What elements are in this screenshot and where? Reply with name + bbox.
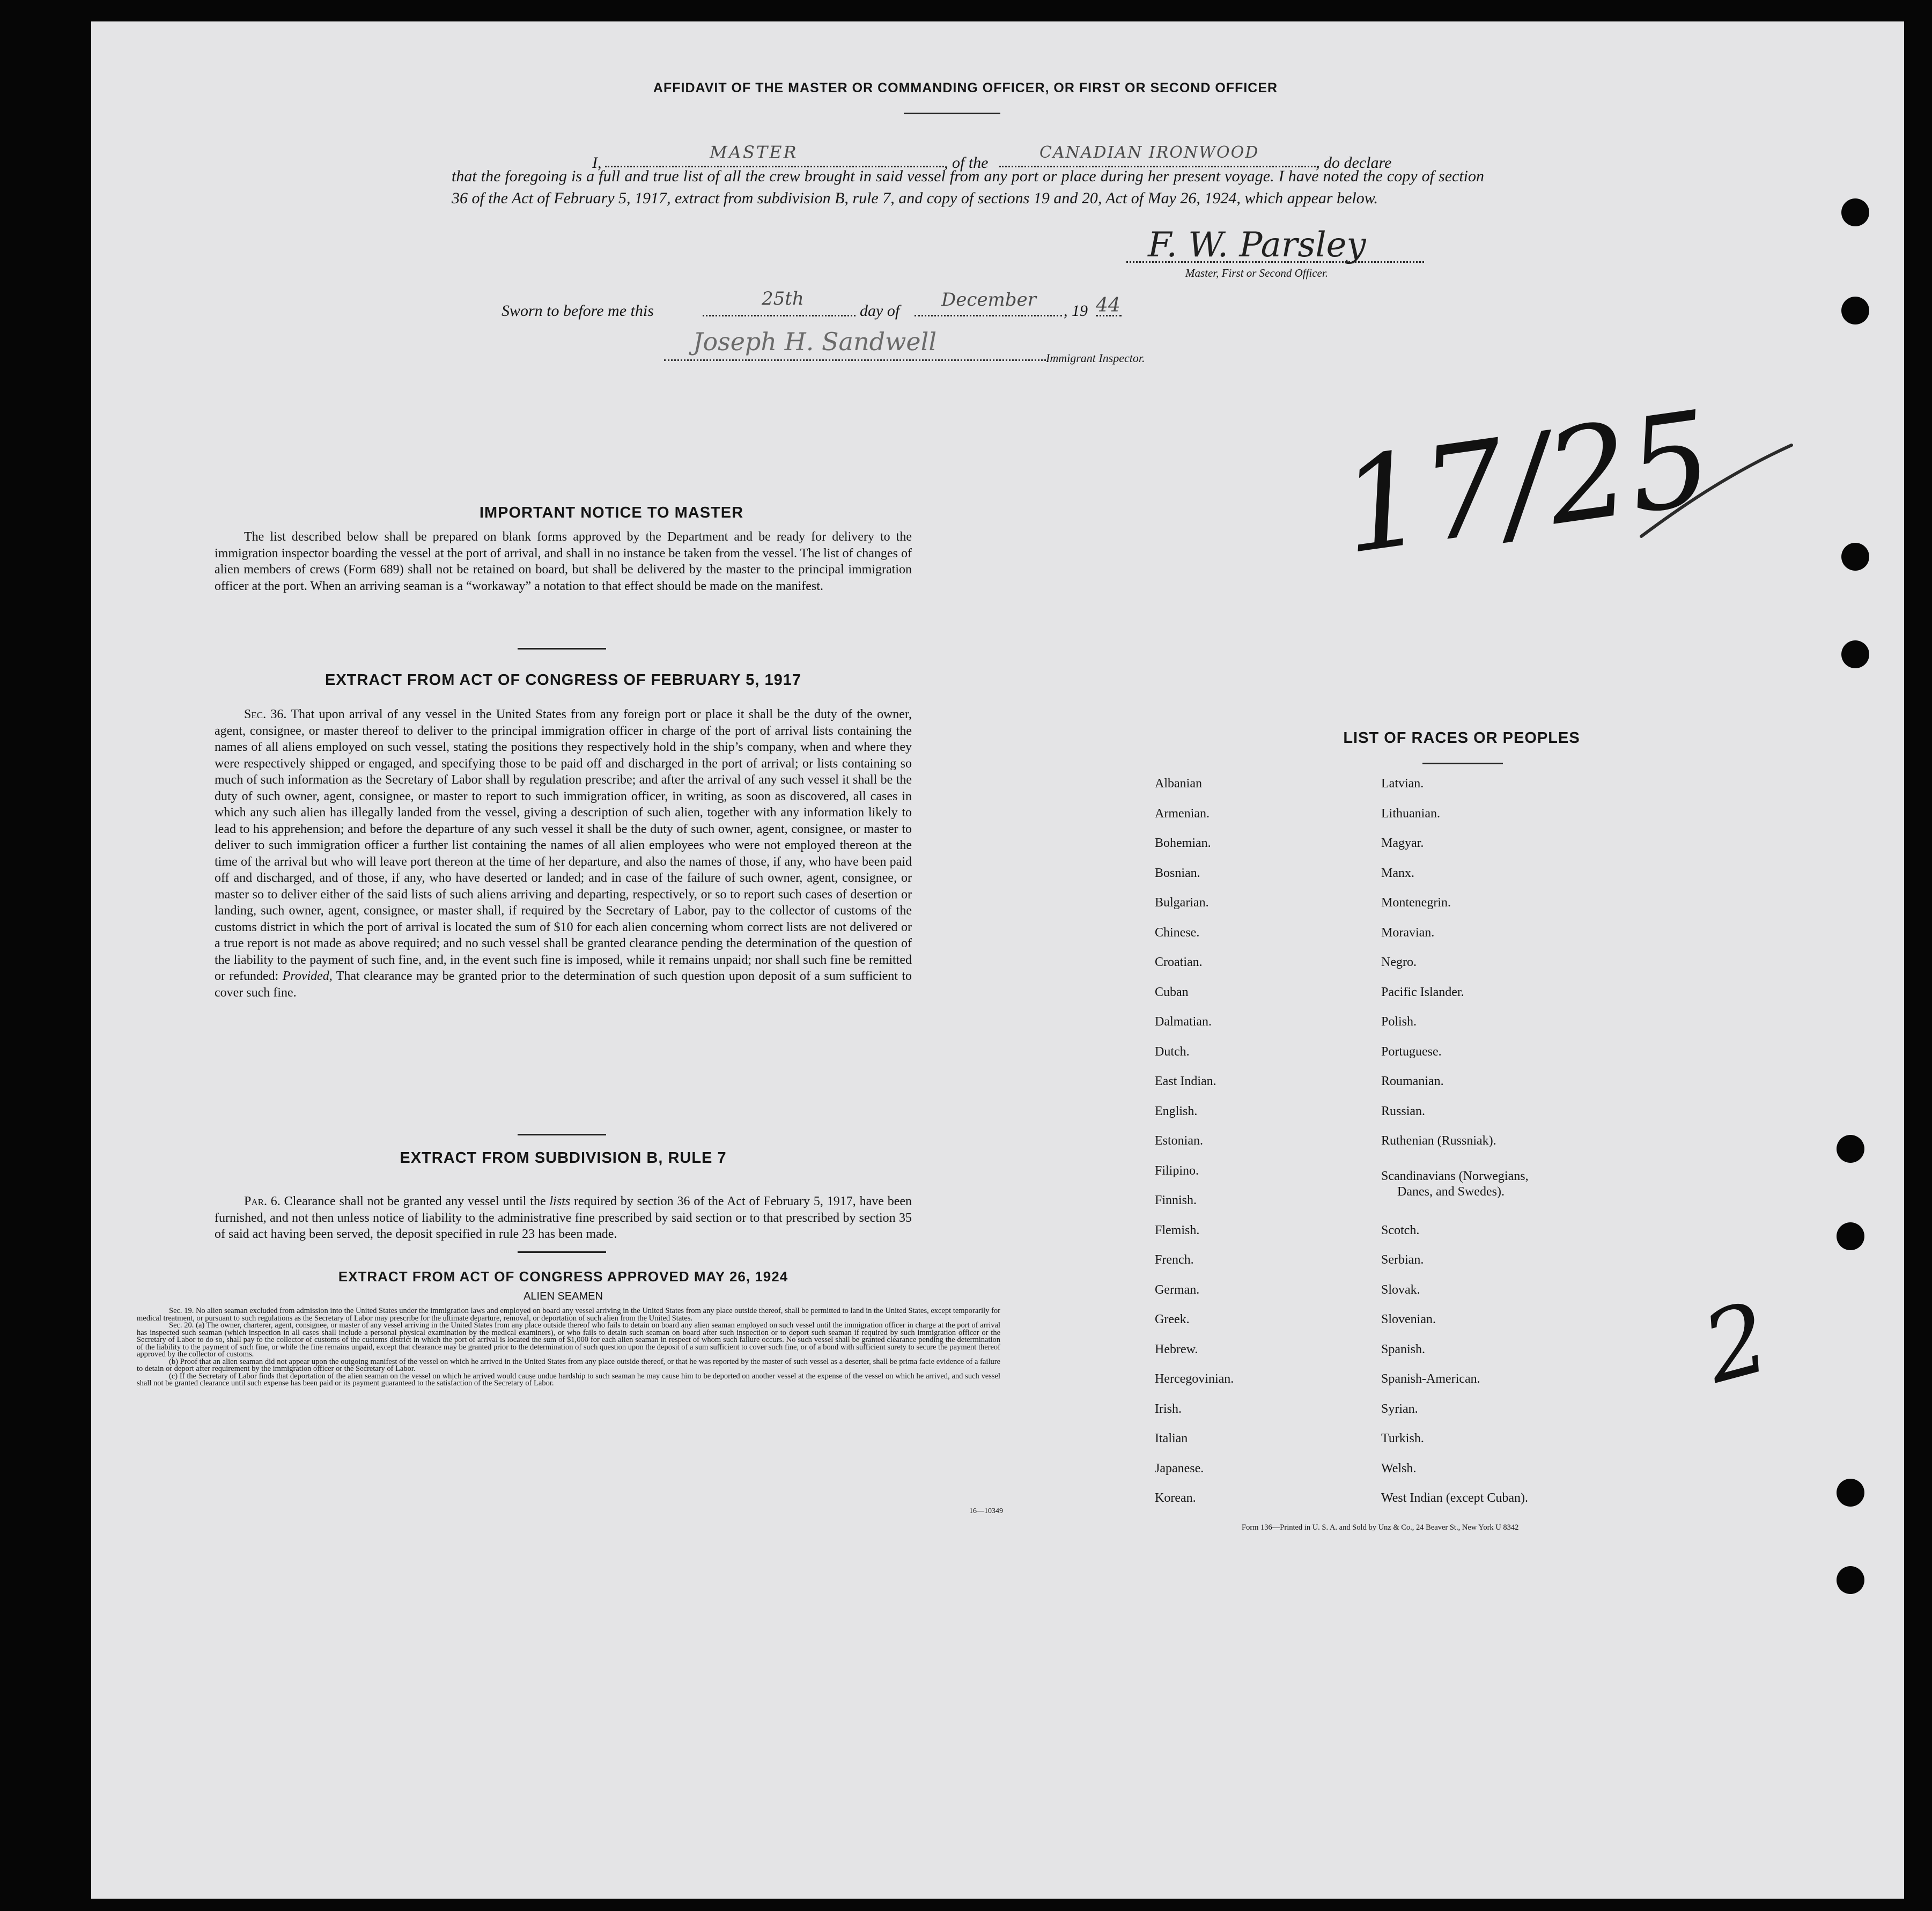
race-item: Chinese.: [1155, 926, 1200, 940]
lists-word: lists: [549, 1194, 571, 1208]
race-item: Greek.: [1155, 1312, 1190, 1326]
form-136-footer: Form 136—Printed in U. S. A. and Sold by Unz & Co., 24 Beaver St., New York U 8342: [1242, 1523, 1519, 1532]
provided-word: Provided,: [282, 969, 333, 983]
race-item: Serbian.: [1381, 1253, 1424, 1267]
race-item: Bohemian.: [1155, 836, 1211, 850]
extract-1917-text: [215, 706, 912, 1001]
race-item: Spanish-American.: [1381, 1372, 1480, 1386]
race-item: Armenian.: [1155, 807, 1210, 821]
race-item: Estonian.: [1155, 1134, 1203, 1148]
race-item: Bulgarian.: [1155, 896, 1209, 910]
race-item: Ruthenian (Russniak).: [1381, 1134, 1496, 1148]
race-item: Latvian.: [1381, 777, 1424, 791]
race-item: Albanian: [1155, 777, 1202, 791]
sec-19-text: Sec. 19. No alien seaman excluded from admission into the United States under the immigration laws and employed on board any vessel arriving in the United States from any place outside thereof, shall be permitted to land in the United States, except temporarily for medical treatment, or pursuant to such regulations as the Secretary of Labor may prescribe for the ultimate departure, removal, or deportation of such alien from the United States.: [137, 1307, 1000, 1323]
title-divider: [904, 113, 1000, 114]
year-handwritten: 44: [1096, 294, 1120, 316]
race-item: Danes, and Swedes).: [1397, 1185, 1505, 1199]
inspector-line: [664, 359, 1046, 361]
binder-hole: [1837, 1135, 1864, 1163]
race-item: Filipino.: [1155, 1164, 1199, 1178]
i-label: I,: [592, 154, 602, 172]
binder-hole: [1841, 640, 1869, 668]
master-handwritten: MASTER: [710, 142, 798, 163]
race-item: English.: [1155, 1104, 1198, 1118]
sec-20a-text: Sec. 20. (a) The owner, charterer, agent, consignee, or master of any vessel arriving in the United States from any place outside thereof who fails to detain on board any alien seaman employed on such vessel until the immigration officer in charge at the port of arrival has inspected such seaman (which inspection in all cases shall include a personal physical examination by the medical examiners), or who fails to detain such seaman on board after such inspection or to deport such seaman if required by such immigration officer or the Secretary of Labor to do so, shall pay to the collector of customs of the customs district in which the port of arrival is located the sum of $1,000 for each alien seaman in respect of whom such failure occurs. No such vessel shall be granted clearance pending the determination of the liability to the payment of such fine, or while the fine remains unpaid, except that clearance may be granted prior to the determination of such question upon the deposit of a sum sufficient to cover such fine, or of a bond with sufficient surety to secure the payment thereof approved by the collector of customs.: [137, 1321, 1000, 1359]
binder-hole: [1841, 297, 1869, 324]
rule7-heading: EXTRACT FROM SUBDIVISION B, RULE 7: [400, 1149, 727, 1167]
sec-36-label: Sec. 36.: [244, 707, 287, 721]
race-item: Cuban: [1155, 985, 1189, 999]
race-item: Manx.: [1381, 866, 1414, 880]
annotation-stroke: [1636, 440, 1797, 547]
day-of-label: day of: [860, 302, 900, 320]
race-item: Croatian.: [1155, 955, 1203, 969]
binder-hole: [1837, 1222, 1864, 1250]
race-item: Dutch.: [1155, 1045, 1190, 1059]
sec-36-body: That upon arrival of any vessel in the United States from any foreign port or place it shall be the duty of the owner, agent, consignee, or master thereof to deliver to the principal immigration officer in charge of the port of arrival lists containing the names of all aliens employed on such vessel, stating the positions they respectively hold in the ship’s company, when and where they were respectively shipped or engaged, and specifying those to be paid off and discharged in the port of arrival; or lists containing so much of such information as the Secretary of Labor shall by regulation prescribe; and after the arrival of any such vessel it shall be the duty of such owner, agent, consignee, or master to report to such immigration officer, in writing, as soon as discovered, all cases in which any such alien has illegally landed from the vessel, giving a description of such alien, together with any information likely to lead to his apprehension; and before the departure of any such vessel it shall be the duty of such owner, agent, consignee, or master to deliver to such immigration officer a further list containing the names of all alien employees who were not employed thereon at the time of the arrival but who will leave port thereon at the time of her departure, and also the names of those, if any, who have been paid off and discharged, and of those, if any, who have deserted or landed; and in case of the failure of such owner, agent, consignee, or master so to deliver either of the said lists of such aliens arriving and departing, respectively, or so to report such cases of desertion or landing, such owner, agent, consignee, or master shall, if required by the Secretary of Labor, pay to the collector of customs of the customs district in which the port of arrival is located the sum of $10 for each alien concerning whom correct lists are not delivered or a true report is not made as above required; and no such vessel shall be granted clearance pending the determination of the question of the liability to the payment of such fine, and, in the event such fine is imposed, while it remains unpaid; nor shall such fine be remitted or refunded:: [215, 707, 912, 983]
extract-1924-heading: EXTRACT FROM ACT OF CONGRESS APPROVED MAY 26, 1924: [338, 1268, 788, 1285]
binder-hole: [1837, 1479, 1864, 1507]
day-blank: [703, 315, 856, 316]
binder-hole: [1837, 1566, 1864, 1594]
race-item: Syrian.: [1381, 1402, 1418, 1416]
sec-36-tail: That clearance may be granted prior to the determination of such question upon deposit of a sum sufficient to cover such fine.: [215, 969, 912, 1000]
race-item: Bosnian.: [1155, 866, 1200, 880]
inspector-label: Immigrant Inspector.: [1046, 351, 1145, 365]
race-item: Lithuanian.: [1381, 807, 1440, 821]
race-item: Negro.: [1381, 955, 1417, 969]
year-prefix: , 19: [1064, 302, 1088, 320]
race-item: Slovak.: [1381, 1283, 1420, 1297]
race-item: Hercegovinian.: [1155, 1372, 1234, 1386]
month-blank: [915, 315, 1062, 316]
race-item: Roumanian.: [1381, 1074, 1444, 1088]
race-item: Dalmatian.: [1155, 1015, 1212, 1029]
par-6-label: Par. 6.: [244, 1194, 281, 1208]
rule7-text-b: required by section 36 of the Act of February 5, 1917, have been furnished, and not then unless notice of liability to the administrative fine prescribed by said section or to that prescribed by section 35 of said act having been served, the deposit specified in rule 23 has been made.: [215, 1194, 912, 1241]
form-number: 16—10349: [969, 1507, 1003, 1515]
race-item: East Indian.: [1155, 1074, 1216, 1088]
race-item: Italian: [1155, 1432, 1188, 1445]
race-item: Polish.: [1381, 1015, 1417, 1029]
race-item: Irish.: [1155, 1402, 1182, 1416]
day-handwritten: 25th: [762, 288, 804, 309]
race-item: Magyar.: [1381, 836, 1424, 850]
rule7-text: [215, 1193, 912, 1243]
sec-20c-text: (c) If the Secretary of Labor finds that deportation of the alien seaman on the vessel on which he arrived would cause undue hardship to such seaman he may cause him to be deported on another vessel at the expense of the vessel on which he arrived, and such vessel shall not be granted clearance until such expense has been paid or its payment guaranteed to the satisfaction of the Secretary of Labor.: [137, 1371, 1000, 1388]
master-signature: F. W. Parsley: [1148, 225, 1366, 265]
race-item: West Indian (except Cuban).: [1381, 1491, 1528, 1505]
race-item: French.: [1155, 1253, 1194, 1267]
race-item: Spanish.: [1381, 1342, 1426, 1356]
race-item: Montenegrin.: [1381, 896, 1451, 910]
signature-label: Master, First or Second Officer.: [1185, 267, 1328, 279]
race-item: Russian.: [1381, 1104, 1426, 1118]
declaration-body: that the foregoing is a full and true list of all the crew brought in said vessel from any port or place during her present voyage. I have noted the copy of section 36 of the Act of February 5, 1917, extract from subdivision B, rule 7, and copy of sections 19 and 20, Act of May 26, 1924, which appear below.: [452, 167, 1484, 207]
race-item: German.: [1155, 1283, 1200, 1297]
notice-heading: IMPORTANT NOTICE TO MASTER: [479, 504, 744, 521]
race-item: Welsh.: [1381, 1462, 1417, 1475]
sworn-label: Sworn to before me this: [502, 302, 654, 320]
of-the-label: , of the: [944, 154, 989, 172]
extract-1917-heading: EXTRACT FROM ACT OF CONGRESS OF FEBRUARY 5, 1917: [325, 672, 802, 689]
vessel-handwritten: CANADIAN IRONWOOD: [1039, 143, 1259, 162]
race-item: Hebrew.: [1155, 1342, 1198, 1356]
notice-text: The list described below shall be prepared on blank forms approved by the Department and be ready for delivery to the immigration inspector boarding the vessel at the port of arrival, and shall in no instance be taken from the vessel. The list of changes of alien members of crews (Form 689) shall not be retained on board, but shall be delivered by the master to the principal immigration officer at the port. When an arriving seaman is a “workaway” a notation to that effect should be made on the manifest.: [215, 530, 912, 593]
race-item: Finnish.: [1155, 1193, 1197, 1207]
extract-1924-body: [137, 1308, 1000, 1388]
page-fraction-annotation: 17/25: [1332, 382, 1721, 583]
race-item: Slovenian.: [1381, 1312, 1436, 1326]
affidavit-title: AFFIDAVIT OF THE MASTER OR COMMANDING OFFICER, OR FIRST OR SECOND OFFICER: [653, 80, 1278, 95]
month-handwritten: December: [941, 289, 1036, 311]
sworn-line: [502, 287, 1285, 319]
inspector-signature: Joseph H. Sandwell: [693, 327, 937, 356]
checkmark-annotation: 2: [1692, 1281, 1781, 1406]
race-item: Portuguese.: [1381, 1045, 1442, 1059]
do-declare-label: , do declare: [1316, 154, 1392, 172]
races-heading: LIST OF RACES OR PEOPLES: [1343, 729, 1580, 747]
sec-20b-text: (b) Proof that an alien seaman did not appear upon the outgoing manifest of the vessel on which he arrived in the United States from any place outside thereof, or that he was reported by the master of such vessel as a deserter, shall be prima facie evidence of a failure to detain or deport after requirement by the immigration officer or the Secretary of Labor.: [137, 1357, 1000, 1373]
race-item: Pacific Islander.: [1381, 985, 1464, 999]
races-divider: [1422, 763, 1503, 764]
rule7-divider: [518, 1251, 606, 1253]
race-item: Scandinavians (Norwegians,: [1381, 1169, 1529, 1183]
race-item: Moravian.: [1381, 926, 1435, 940]
race-item: Turkish.: [1381, 1432, 1424, 1445]
race-item: Flemish.: [1155, 1223, 1200, 1237]
signature-line: [1126, 261, 1424, 263]
race-item: Scotch.: [1381, 1223, 1420, 1237]
binder-hole: [1841, 198, 1869, 226]
extract-1917-divider: [518, 1134, 606, 1135]
rule7-text-a: Clearance shall not be granted any vessel until the: [284, 1194, 546, 1208]
alien-seamen-heading: ALIEN SEAMEN: [523, 1290, 603, 1302]
document-page: [91, 21, 1904, 1899]
race-item: Japanese.: [1155, 1462, 1204, 1475]
binder-hole: [1841, 543, 1869, 571]
notice-divider: [518, 648, 606, 650]
race-item: Korean.: [1155, 1491, 1196, 1505]
